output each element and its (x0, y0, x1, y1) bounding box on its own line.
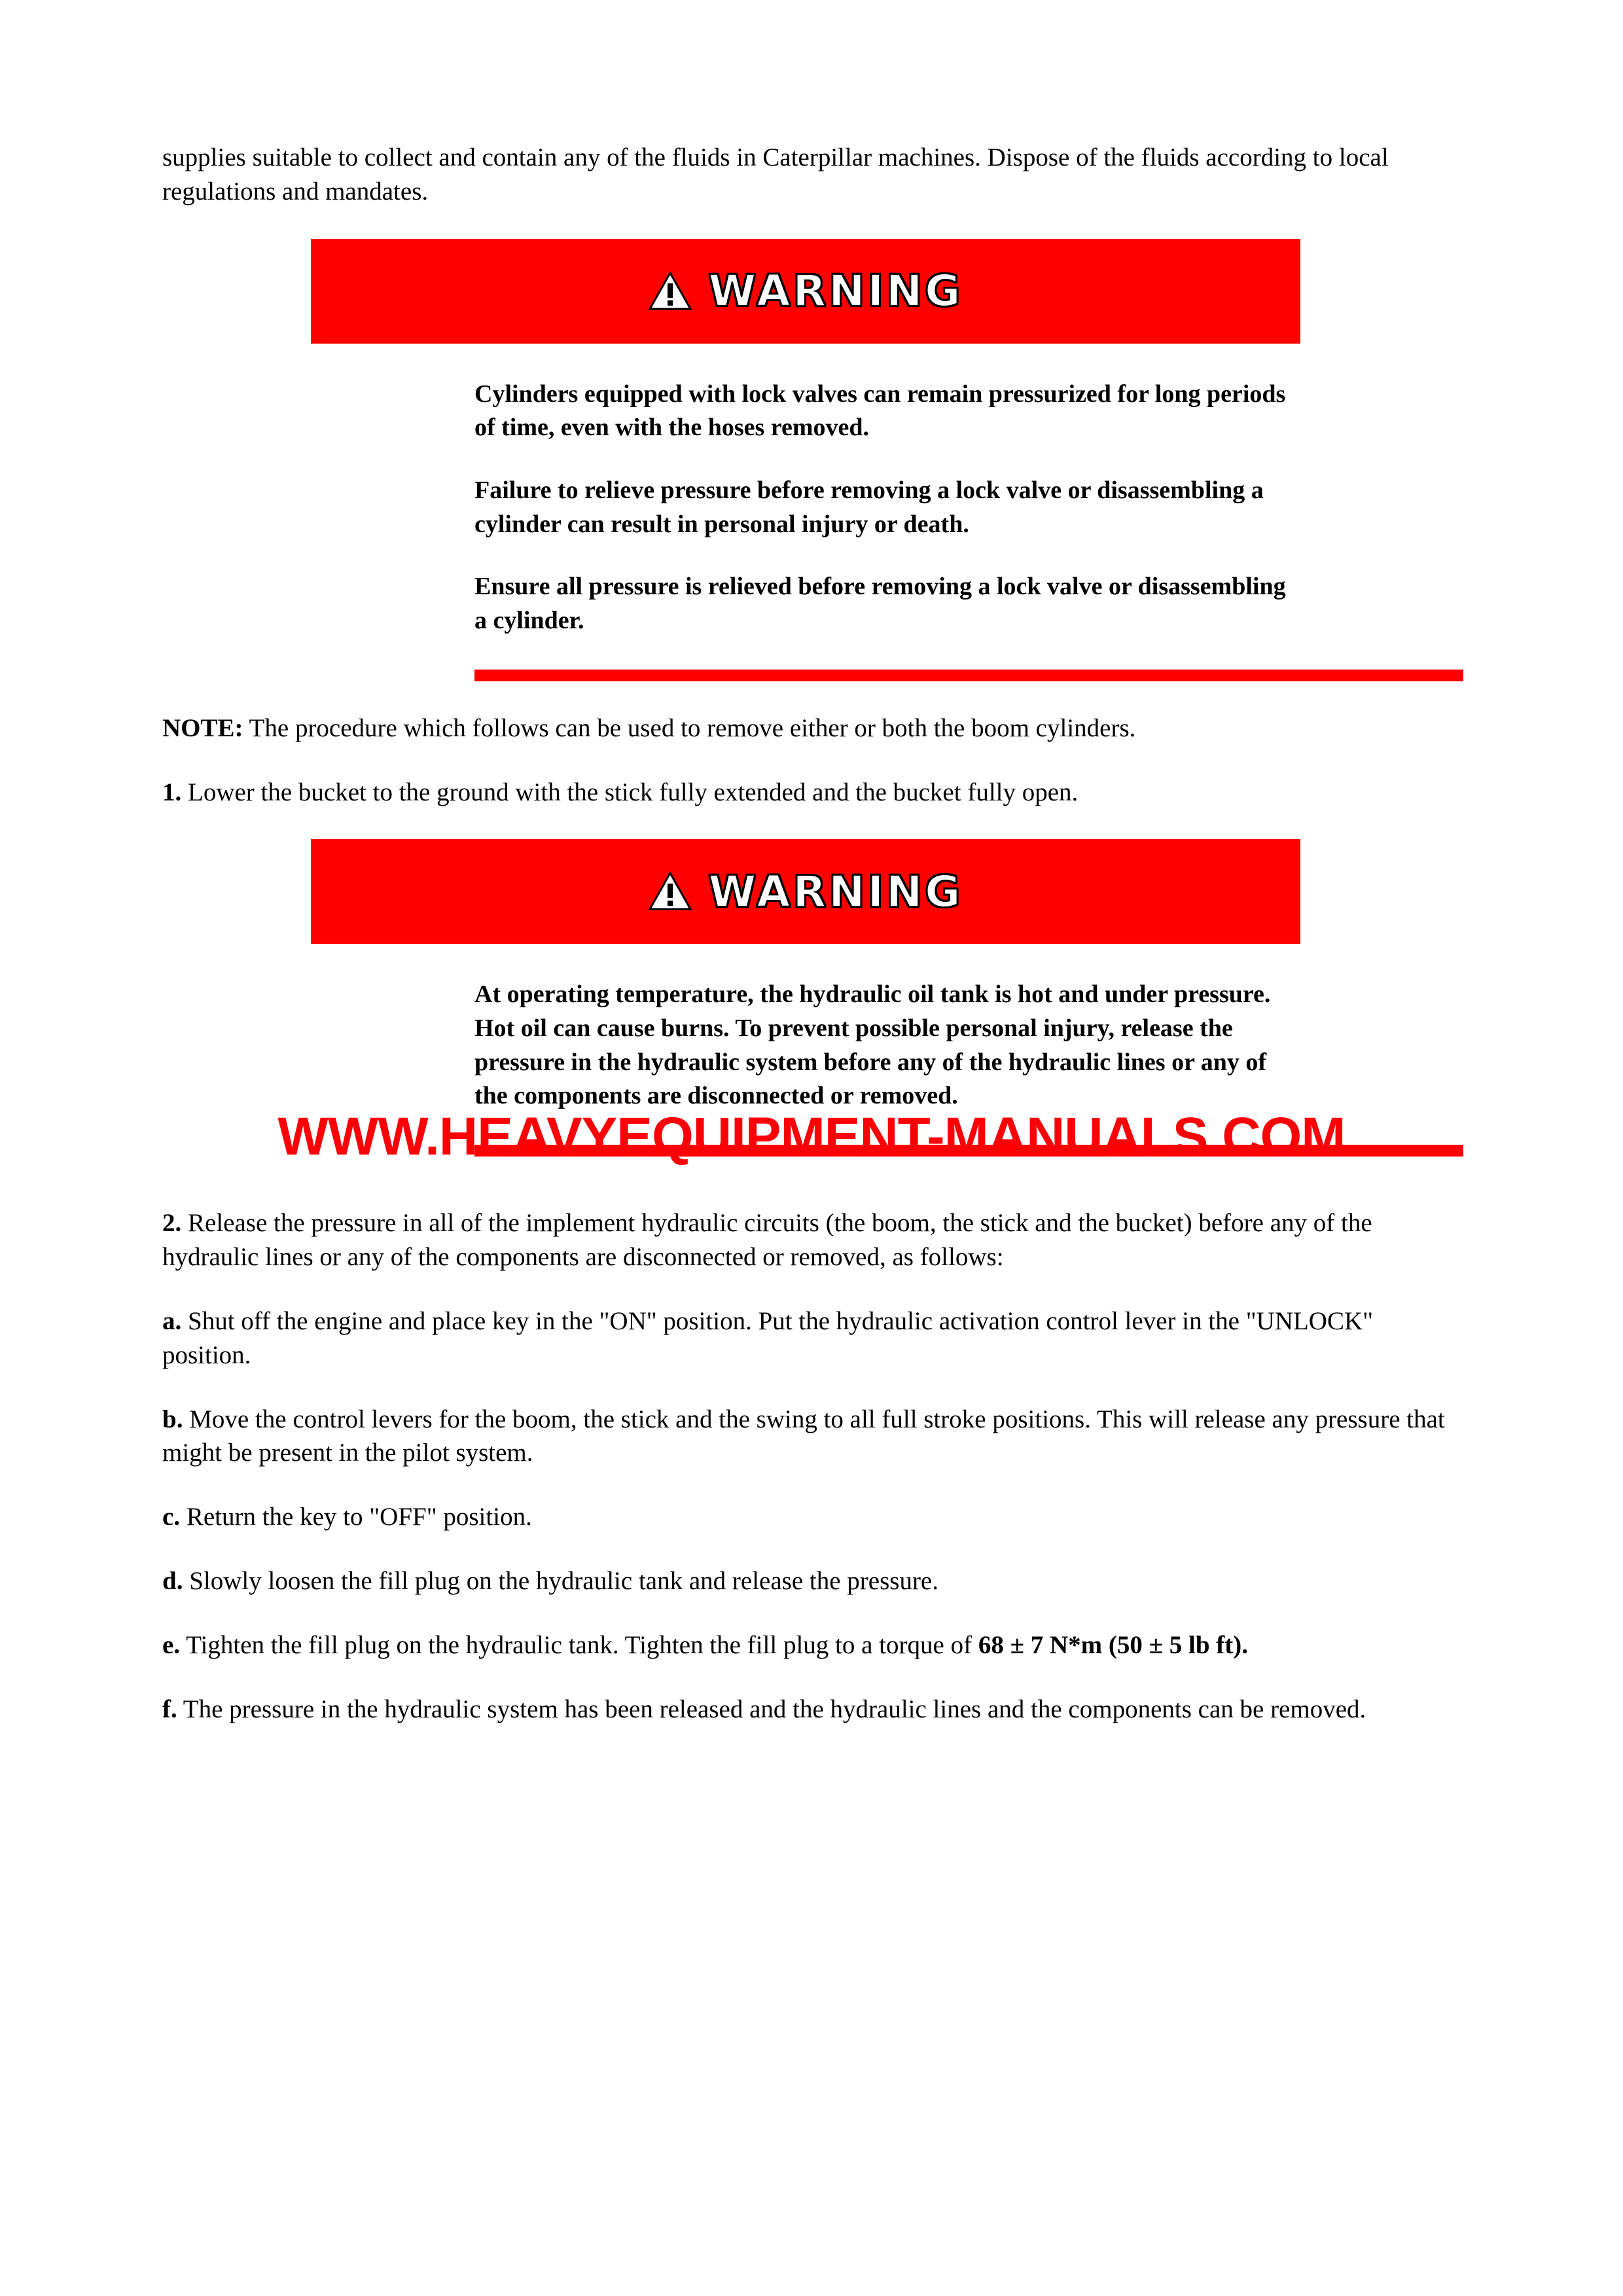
substep-a (162, 1304, 1461, 1372)
spacer (162, 1274, 1461, 1304)
intro-paragraph: supplies suitable to collect and contain any of the fluids in Caterpillar machines. Dispose of the fluids according to local regulations and mandates. (162, 143, 1389, 206)
spacer (162, 1662, 1461, 1693)
note-paragraph (162, 711, 1461, 745)
document-content (162, 141, 1461, 1727)
step-2-number: 2. (162, 1209, 182, 1238)
step-1 (162, 776, 1461, 810)
substep-b (162, 1403, 1461, 1471)
warning-rule-2 (474, 1145, 1463, 1157)
warning-banner-1 (311, 239, 1300, 344)
substep-e-text: Tighten the fill plug on the hydraulic tank. Tighten the fill plug to a torque of (180, 1631, 978, 1660)
substep-a-number: a. (162, 1306, 182, 1335)
substep-d-number: d. (162, 1567, 183, 1596)
warning-banner-inner (649, 867, 963, 917)
warning-banner-inner (649, 266, 963, 316)
spacer (162, 1470, 1461, 1500)
spacer (162, 1187, 1461, 1206)
step-2 (162, 1206, 1461, 1274)
substep-c-text: Return the key to "OFF" position. (180, 1503, 532, 1532)
spacer (162, 1598, 1461, 1628)
warning-triangle-icon (649, 272, 692, 311)
substep-f (162, 1693, 1461, 1727)
warning-triangle-icon (649, 872, 692, 911)
spacer (162, 209, 1461, 239)
warning-label-1: WARNING (708, 266, 963, 317)
substep-e-number: e. (162, 1631, 181, 1660)
substep-a-text: Shut off the engine and place key in the "ON" position. Put the hydraulic activation control lever in the "UNLOCK" position. (162, 1306, 1374, 1369)
substep-d-text: Slowly loosen the fill plug on the hydraulic tank and release the pressure. (183, 1567, 938, 1596)
step-2-text: Release the pressure in all of the implement hydraulic circuits (the boom, the stick and the bucket) before any of the hydraulic lines or any of the components are disconnected or removed, as follows: (162, 1209, 1372, 1272)
spacer (162, 809, 1461, 839)
warning-banner-2 (311, 839, 1300, 944)
warning-body-2 (311, 944, 1300, 1113)
warning-2-line-1: At operating temperature, the hydraulic oil tank is hot and under pressure. Hot oil can cause burns. To prevent possible personal injury, release the pressure in the hydraulic system before any of the hydraulic lines or any of the components are disconnected or removed. (474, 980, 1271, 1110)
warning-label-2: WARNING (708, 866, 963, 917)
warning-1-line-3: Ensure all pressure is relieved before removing a lock valve or disassembling a cylinder. (474, 573, 1286, 635)
spacer (162, 1157, 1461, 1187)
spacer (162, 1534, 1461, 1564)
substep-b-number: b. (162, 1405, 183, 1433)
substep-e-torque: 68 ± 7 N*m (50 ± 5 lb ft). (978, 1631, 1248, 1660)
spacer (162, 681, 1461, 711)
substep-c-number: c. (162, 1503, 181, 1532)
substep-f-number: f. (162, 1695, 177, 1723)
substep-c (162, 1500, 1461, 1534)
substep-e (162, 1628, 1461, 1662)
watermark: WWW.HEAVYEQUIPMENT-MANUALS.COM (277, 1107, 1346, 1166)
warning-box-1 (162, 239, 1461, 681)
note-text: The procedure which follows can be used to remove either or both the boom cylinders. (243, 713, 1136, 742)
warning-rule-1 (474, 670, 1463, 681)
step-1-number: 1. (162, 778, 182, 806)
spacer (162, 1372, 1461, 1403)
warning-box-2 (162, 839, 1461, 1157)
spacer (162, 745, 1461, 776)
warning-1-line-1: Cylinders equipped with lock valves can remain pressurized for long periods of time, even with the hoses removed. (474, 380, 1286, 442)
substep-b-text: Move the control levers for the boom, the stick and the swing to all full stroke positions. This will release any pressure that might be present in the pilot system. (162, 1405, 1445, 1467)
note-label: NOTE: (162, 713, 243, 742)
substep-f-text: The pressure in the hydraulic system has been released and the hydraulic lines and the components can be removed. (177, 1695, 1366, 1723)
step-1-text: Lower the bucket to the ground with the stick fully extended and the bucket fully open. (181, 778, 1079, 806)
warning-1-line-2: Failure to relieve pressure before removing a lock valve or disassembling a cylinder can result in personal injury or death. (474, 476, 1264, 538)
warning-body-1 (311, 344, 1300, 638)
substep-d (162, 1564, 1461, 1598)
